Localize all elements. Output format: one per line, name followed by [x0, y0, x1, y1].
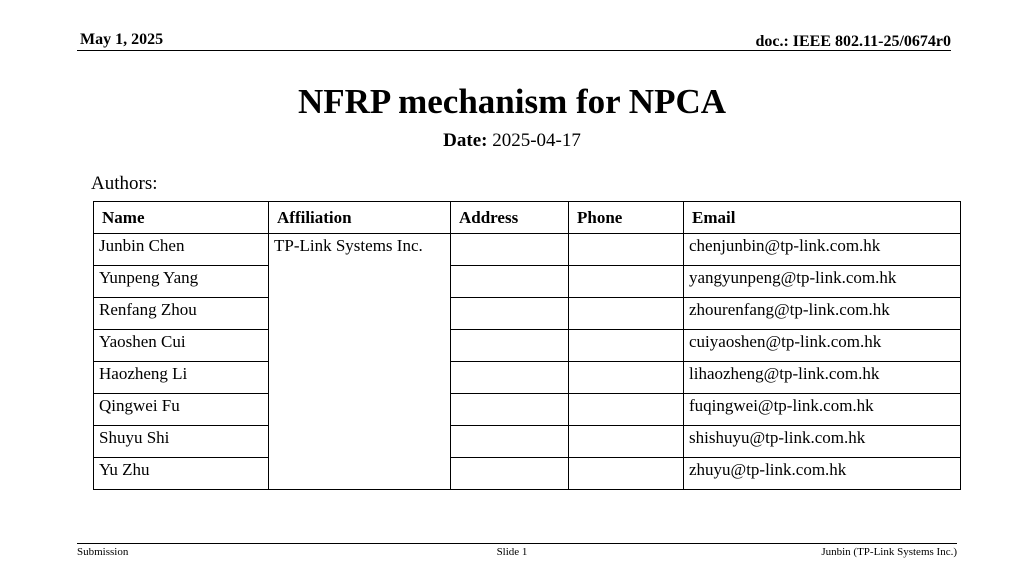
- table-row: [94, 362, 961, 394]
- author-phone: [569, 426, 684, 458]
- author-phone: [569, 330, 684, 362]
- footer-slide-number: Slide 1: [496, 546, 528, 558]
- author-phone: [569, 362, 684, 394]
- header-doc-id: doc.: IEEE 802.11-25/0674r0: [755, 33, 951, 50]
- author-email: shishuyu@tp-link.com.hk: [684, 426, 961, 458]
- author-phone: [569, 458, 684, 490]
- author-address: [451, 362, 569, 394]
- table-row: [94, 330, 961, 362]
- date-line: [0, 130, 1024, 152]
- table-row: [94, 394, 961, 426]
- footer-divider: [77, 543, 957, 544]
- author-address: [451, 266, 569, 298]
- author-email: cuiyaoshen@tp-link.com.hk: [684, 330, 961, 362]
- table-row: [94, 458, 961, 490]
- author-email: yangyunpeng@tp-link.com.hk: [684, 266, 961, 298]
- table-header-row: [94, 202, 961, 234]
- footer-author: Junbin (TP-Link Systems Inc.): [821, 546, 957, 558]
- table-row: [94, 234, 961, 266]
- author-email: fuqingwei@tp-link.com.hk: [684, 394, 961, 426]
- author-name: Shuyu Shi: [94, 426, 269, 458]
- author-affiliation: TP-Link Systems Inc.: [269, 234, 451, 490]
- author-phone: [569, 298, 684, 330]
- date-value: 2025-04-17: [492, 130, 581, 151]
- author-address: [451, 458, 569, 490]
- author-phone: [569, 234, 684, 266]
- column-header-address: Address: [451, 202, 569, 234]
- author-name: Haozheng Li: [94, 362, 269, 394]
- authors-label: Authors:: [91, 173, 158, 194]
- author-phone: [569, 394, 684, 426]
- author-name: Yu Zhu: [94, 458, 269, 490]
- slide-title: NFRP mechanism for NPCA: [297, 82, 727, 121]
- column-header-phone: Phone: [569, 202, 684, 234]
- footer-submission: Submission: [77, 546, 129, 558]
- author-email: zhuyu@tp-link.com.hk: [684, 458, 961, 490]
- authors-table: [93, 201, 961, 490]
- author-name: Qingwei Fu: [94, 394, 269, 426]
- author-address: [451, 394, 569, 426]
- table-row: [94, 298, 961, 330]
- author-name: Yunpeng Yang: [94, 266, 269, 298]
- author-name: Junbin Chen: [94, 234, 269, 266]
- header-date: May 1, 2025: [80, 31, 164, 48]
- author-name: Yaoshen Cui: [94, 330, 269, 362]
- author-address: [451, 298, 569, 330]
- author-name: Renfang Zhou: [94, 298, 269, 330]
- header-divider: [77, 50, 951, 51]
- table-row: [94, 426, 961, 458]
- author-address: [451, 330, 569, 362]
- column-header-name: Name: [94, 202, 269, 234]
- author-address: [451, 234, 569, 266]
- author-email: zhourenfang@tp-link.com.hk: [684, 298, 961, 330]
- author-address: [451, 426, 569, 458]
- date-label: Date:: [443, 130, 488, 151]
- author-phone: [569, 266, 684, 298]
- column-header-email: Email: [684, 202, 961, 234]
- author-email: chenjunbin@tp-link.com.hk: [684, 234, 961, 266]
- table-row: [94, 266, 961, 298]
- author-email: lihaozheng@tp-link.com.hk: [684, 362, 961, 394]
- column-header-affiliation: Affiliation: [269, 202, 451, 234]
